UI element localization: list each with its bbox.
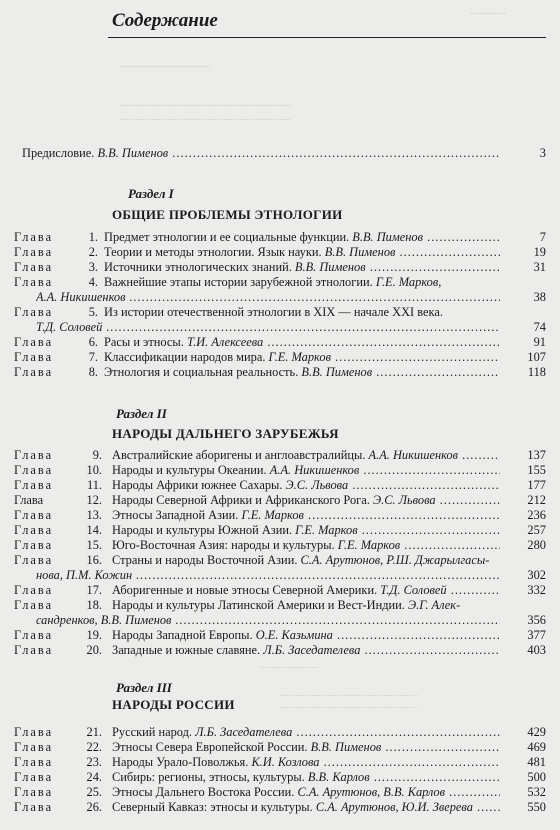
chapter-number: 23.: [86, 755, 102, 769]
chapter-label: Глава: [14, 643, 54, 657]
chapter-title: Сибирь: регионы, этносы, культуры.: [112, 770, 305, 784]
chapter-page: 91: [533, 335, 546, 349]
chapter-number: 24.: [86, 770, 102, 784]
chapter-number: 5.: [88, 305, 98, 319]
chapter-page: 107: [527, 350, 546, 364]
chapter-number: 20.: [86, 643, 102, 657]
chapter-title: Народы Урало-Поволжья.: [112, 755, 249, 769]
chapter-author: К.И. Козлова: [251, 755, 320, 769]
chapter-label: Глава: [14, 800, 54, 814]
chapter-number: 4.: [88, 275, 98, 289]
chapter-author: С.А. Арутюнов, Ю.И. Зверева: [315, 800, 473, 814]
chapter-page: 118: [527, 365, 546, 379]
chapter-label: Глава: [14, 583, 54, 597]
chapter-label: Глава: [14, 448, 54, 462]
section-title: ОБЩИЕ ПРОБЛЕМЫ ЭТНОЛОГИИ: [112, 207, 343, 222]
chapter-number: 18.: [86, 598, 102, 612]
section-title: НАРОДЫ РОССИИ: [112, 697, 235, 712]
chapter-author: Г.Е. Марков: [268, 350, 331, 364]
chapter-title: Народы Северной Африки и Африканского Рога.: [112, 493, 370, 507]
chapter-author: Л.Б. Заседателева: [195, 725, 293, 739]
chapter-label: Глава: [14, 493, 44, 507]
chapter-page: 137: [527, 448, 546, 462]
chapter-author: Г.Е. Марков: [337, 538, 401, 552]
chapter-title: Этносы Дальнего Востока России.: [112, 785, 295, 799]
chapter-page: 332: [527, 583, 546, 597]
bleed-through-text: ............................................................................: [120, 112, 291, 122]
chapter-page: 302: [527, 568, 546, 582]
chapter-author: С.А. Арутюнов, В.В. Карлов: [297, 785, 445, 799]
chapter-author: С.А. Арутюнов, Р.Ш. Джарылгасы-: [300, 553, 490, 567]
chapter-author: Э.С. Львова: [285, 478, 349, 492]
chapter-page: 550: [527, 800, 546, 814]
chapter-label: Глава: [14, 335, 54, 349]
chapter-title: Народы и культуры Латинской Америки и Вест-Индии.: [112, 598, 405, 612]
chapter-author: В.В. Пименов: [310, 740, 382, 754]
section-label: Раздел II: [116, 406, 167, 421]
chapter-author-cont: сандренков, В.В. Пименов .....: [36, 613, 500, 628]
chapter-number: 14.: [86, 523, 102, 537]
chapter-title: Аборигенные и новые этносы Северной Америки.: [112, 583, 378, 597]
chapter-author: Т.И. Алексеева: [186, 335, 264, 349]
chapter-page: 469: [527, 740, 546, 754]
chapter-title: Из истории отечественной этнологии в XIX — начале XXI века.: [104, 305, 443, 319]
chapter-page: 500: [527, 770, 546, 784]
bleed-through-text: ................: [470, 6, 506, 16]
chapter-label: Глава: [14, 740, 54, 754]
chapter-label: Глава: [14, 230, 54, 244]
chapter-number: 25.: [86, 785, 102, 799]
chapter-label: Глава: [14, 538, 54, 552]
chapter-page: 236: [527, 508, 546, 522]
bleed-through-text: .............................................................: [280, 688, 418, 698]
chapter-title: Народы и культуры Океании.: [112, 463, 267, 477]
chapter-label: Глава: [14, 523, 54, 537]
chapter-label: Глава: [14, 245, 54, 259]
chapter-number: 15.: [86, 538, 102, 552]
chapter-author: Л.Б. Заседателева: [263, 643, 361, 657]
chapter-page: 38: [533, 290, 546, 304]
chapter-author: Г.Е. Марков: [295, 523, 358, 537]
chapter-label: Глава: [14, 508, 54, 522]
bleed-through-text: ____________________: [120, 58, 210, 68]
chapter-label: Глава: [14, 785, 54, 799]
chapter-title: Западные и южные славяне.: [112, 643, 261, 657]
chapter-number: 17.: [86, 583, 102, 597]
chapter-author: А.А. Никишенков: [368, 448, 458, 462]
chapter-author: Э.С. Львова: [372, 493, 436, 507]
chapter-number: 1.: [88, 230, 98, 244]
toc-entry[interactable]: [14, 305, 546, 335]
chapter-author: В.В. Пименов: [294, 260, 366, 274]
bleed-through-text: ..........................: [260, 660, 319, 670]
chapter-title: Расы и этносы.: [104, 335, 184, 349]
chapter-title: Юго-Восточная Азия: народы и культуры.: [112, 538, 335, 552]
preface-author: В.В. Пименов: [97, 146, 169, 160]
preface-page: 3: [539, 146, 546, 160]
chapter-label: Глава: [14, 463, 54, 477]
chapter-label: Глава: [14, 725, 54, 739]
chapter-label: Глава: [14, 628, 54, 642]
chapter-title: Народы Западной Европы.: [112, 628, 253, 642]
chapter-page: 19: [533, 245, 546, 259]
chapter-title: Этнология и социальная реальность.: [104, 365, 299, 379]
chapter-title: Важнейшие этапы истории зарубежной этнологии.: [104, 275, 373, 289]
chapter-label: Глава: [14, 275, 54, 289]
chapter-label: Глава: [14, 770, 54, 784]
chapter-title: Этносы Западной Азии.: [112, 508, 239, 522]
chapter-author: О.Е. Казьмина: [255, 628, 333, 642]
chapter-page: 403: [527, 643, 546, 657]
chapter-label: Глава: [14, 350, 54, 364]
chapter-title: Классификации народов мира.: [104, 350, 266, 364]
chapter-author: Г.Е. Марков,: [375, 275, 442, 289]
chapter-title: Источники этнологических знаний.: [104, 260, 292, 274]
chapter-page: 481: [527, 755, 546, 769]
chapter-page: 356: [527, 613, 546, 627]
chapter-title: Этносы Севера Европейской России.: [112, 740, 308, 754]
section-label: Раздел III: [116, 680, 172, 695]
chapter-number: 2.: [88, 245, 98, 259]
toc-entry[interactable]: [14, 598, 546, 628]
chapter-author: В.В. Пименов: [352, 230, 423, 244]
chapter-page: 177: [527, 478, 546, 492]
chapter-number: 21.: [86, 725, 102, 739]
chapter-number: 12.: [86, 493, 102, 507]
chapter-page: 7: [539, 230, 546, 244]
chapter-label: Глава: [14, 598, 54, 612]
chapter-author: Э.Г. Алек-: [408, 598, 461, 612]
chapter-title: Северный Кавказ: этносы и культуры.: [112, 800, 313, 814]
toc-entry[interactable]: [14, 275, 546, 305]
chapter-author: А.А. Никишенков: [269, 463, 360, 477]
chapter-number: 11.: [86, 478, 102, 492]
chapter-page: 377: [527, 628, 546, 642]
preface-text: Предисловие.: [22, 146, 95, 160]
chapter-label: Глава: [14, 478, 54, 492]
chapter-label: Глава: [14, 305, 54, 319]
chapter-number: 6.: [88, 335, 98, 349]
chapter-author: В.В. Пименов: [324, 245, 396, 259]
chapter-author: Т.Д. Соловей: [380, 583, 447, 597]
chapter-number: 3.: [88, 260, 98, 274]
chapter-title: Предмет этнологии и ее социальные функции.: [104, 230, 350, 244]
chapter-title: Австралийские аборигены и англоавстралийцы.: [112, 448, 366, 462]
chapter-number: 16.: [86, 553, 102, 567]
chapter-label: Глава: [14, 260, 54, 274]
chapter-page: 429: [527, 725, 546, 739]
chapter-author: В.В. Пименов: [301, 365, 373, 379]
chapter-number: 10.: [86, 463, 102, 477]
chapter-page: 280: [527, 538, 546, 552]
bleed-through-text: .............................................................: [280, 700, 418, 710]
chapter-title: Страны и народы Восточной Азии.: [112, 553, 298, 567]
chapter-number: 13.: [86, 508, 102, 522]
title-rule: [108, 37, 546, 38]
toc-entry[interactable]: [14, 553, 546, 583]
chapter-author: Г.Е. Марков: [241, 508, 304, 522]
chapter-number: 7.: [88, 350, 98, 364]
chapter-page: 31: [533, 260, 546, 274]
chapter-page: 155: [527, 463, 546, 477]
chapter-author-cont: нова, П.М. Кожин .....: [36, 568, 500, 583]
page-title: Содержание: [112, 10, 218, 31]
chapter-number: 9.: [92, 448, 102, 462]
chapter-author-cont: Т.Д. Соловей .....: [36, 320, 500, 335]
bleed-through-text: ............................................................................: [120, 98, 291, 108]
chapter-page: 257: [527, 523, 546, 537]
chapter-title: Народы и культуры Южной Азии.: [112, 523, 293, 537]
chapter-number: 22.: [86, 740, 102, 754]
chapter-label: Глава: [14, 755, 54, 769]
chapter-author-cont: А.А. Никишенков .....: [36, 290, 500, 305]
chapter-page: 74: [533, 320, 546, 334]
chapter-number: 26.: [86, 800, 102, 814]
chapter-title: Теории и методы этнологии. Язык науки.: [104, 245, 322, 259]
chapter-author: В.В. Карлов: [307, 770, 370, 784]
chapter-label: Глава: [14, 365, 54, 379]
section-label: Раздел I: [128, 186, 174, 201]
chapter-number: 19.: [86, 628, 102, 642]
chapter-title: Русский народ.: [112, 725, 193, 739]
chapter-page: 212: [527, 493, 546, 507]
section-title: НАРОДЫ ДАЛЬНЕГО ЗАРУБЕЖЬЯ: [112, 426, 339, 441]
chapter-page: 532: [527, 785, 546, 799]
chapter-title: Народы Африки южнее Сахары.: [112, 478, 283, 492]
chapter-label: Глава: [14, 553, 54, 567]
chapter-number: 8.: [88, 365, 98, 379]
